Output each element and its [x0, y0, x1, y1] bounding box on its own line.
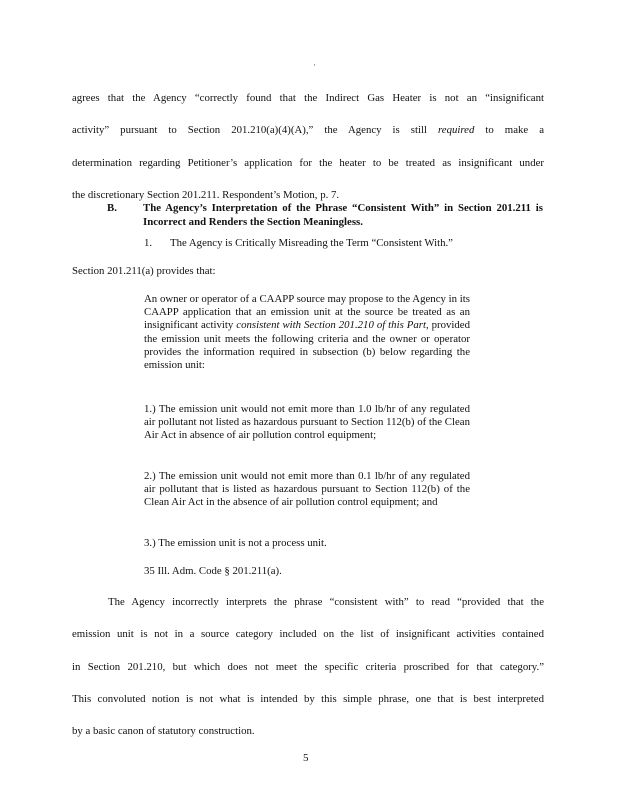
intro-line-3: determination regarding Petitioner’s application for the heater to be treated as insignificant under [72, 156, 544, 169]
quote-emphasis: consistent with Section 201.210 of this Part [236, 319, 426, 332]
closing-line-4: This convoluted notion is not what is intended by this simple phrase, one that is best interpreted [72, 692, 544, 705]
intro-line-2: activity” pursuant to Section 201.210(a)(4)(A),” the Agency is still required to make a [72, 124, 544, 137]
closing-line-3: in Section 201.210, but which does not meet the specific criteria proscribed for that category.” [72, 660, 544, 673]
page-number: 5 [303, 752, 309, 764]
section-b-title: The Agency’s Interpretation of the Phrase “Consistent With” in Section 201.211 is Incorrect and Renders the Section Meaningless. [143, 202, 543, 228]
closing-line-1: The Agency incorrectly interprets the phrase “consistent with” to read “provided that the [108, 596, 544, 608]
section-b-label: B. [107, 202, 117, 214]
page-mark: · [313, 60, 316, 70]
subsection-1-title: The Agency is Critically Misreading the Term “Consistent With.” [170, 237, 453, 249]
intro-line-1: agrees that the Agency “correctly found that the Indirect Gas Heater is not an “insignificant [72, 92, 544, 104]
quote-item-2: 2.) The emission unit would not emit more than 0.1 lb/hr of any regulated air pollutant that is listed as hazardous pursuant to Section 112(b) of the Clean Air Act in the absence of air pollution control equipment; and [144, 470, 470, 509]
intro-line-4: the discretionary Section 201.211. Respondent’s Motion, p. 7. [72, 188, 340, 201]
intro-paragraph [72, 82, 544, 211]
lead-in: Section 201.211(a) provides that: [72, 265, 216, 277]
closing-line-2: emission unit is not in a source category included on the list of insignificant activities contained [72, 628, 544, 641]
quote-item-3: 3.) The emission unit is not a process unit. [144, 537, 327, 549]
citation: 35 Ill. Adm. Code § 201.211(a). [144, 565, 282, 577]
quote-paragraph-1: An owner or operator of a CAAPP source may propose to the Agency in its CAAPP application that an emission unit at the source be treated as an insignificant activity consistent with Section 201.210 of this Part, provided the emission unit meets the following criteria and the owner or operator provides the information required in subsection (b) below regarding the emission unit: [144, 293, 470, 372]
subsection-1-label: 1. [144, 237, 153, 249]
closing-paragraph [72, 586, 544, 747]
quote-item-1: 1.) The emission unit would not emit more than 1.0 lb/hr of any regulated air pollutant not listed as hazardous pursuant to Section 112(b) of the Clean Air Act in absence of air pollution control equipment; [144, 403, 470, 442]
intro-emphasis: required [437, 124, 475, 137]
closing-line-5: by a basic canon of statutory construction. [72, 725, 255, 738]
